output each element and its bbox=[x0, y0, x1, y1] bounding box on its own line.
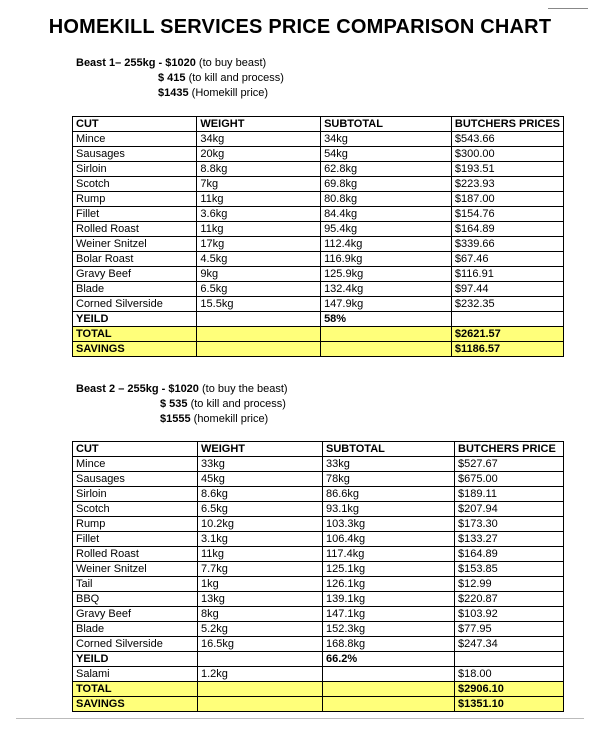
savings-row bbox=[73, 697, 564, 712]
weight-cell: 8kg bbox=[198, 607, 323, 622]
beast2-summary bbox=[76, 382, 288, 427]
table-row bbox=[73, 547, 564, 562]
subtotal-cell: 147.1kg bbox=[323, 607, 455, 622]
subtotal-cell: 168.8kg bbox=[323, 637, 455, 652]
empty-cell bbox=[197, 312, 321, 327]
table-row bbox=[73, 607, 564, 622]
price-cell: $67.46 bbox=[451, 252, 563, 267]
price-cell: $154.76 bbox=[451, 207, 563, 222]
cut-cell: Fillet bbox=[73, 207, 197, 222]
cut-cell: Mince bbox=[73, 457, 198, 472]
empty-cell bbox=[198, 697, 323, 712]
table-row bbox=[73, 622, 564, 637]
weight-cell: 8.8kg bbox=[197, 162, 321, 177]
savings-label: SAVINGS bbox=[73, 697, 198, 712]
subtotal-cell: 103.3kg bbox=[323, 517, 455, 532]
table-row bbox=[73, 577, 564, 592]
weight-cell: 33kg bbox=[198, 457, 323, 472]
table-row bbox=[73, 502, 564, 517]
subtotal-cell: 84.4kg bbox=[321, 207, 452, 222]
savings-value: $1351.10 bbox=[455, 697, 564, 712]
subtotal-cell: 34kg bbox=[321, 132, 452, 147]
subtotal-cell: 112.4kg bbox=[321, 237, 452, 252]
subtotal-cell: 95.4kg bbox=[321, 222, 452, 237]
weight-cell: 20kg bbox=[197, 147, 321, 162]
column-header-cut: CUT bbox=[73, 117, 197, 132]
yield-label: YEILD bbox=[73, 652, 198, 667]
weight-cell: 11kg bbox=[197, 192, 321, 207]
subtotal-cell: 125.9kg bbox=[321, 267, 452, 282]
table-row bbox=[73, 667, 564, 682]
column-header-subtotal: SUBTOTAL bbox=[321, 117, 452, 132]
weight-cell: 11kg bbox=[197, 222, 321, 237]
weight-cell: 45kg bbox=[198, 472, 323, 487]
subtotal-cell: 147.9kg bbox=[321, 297, 452, 312]
subtotal-cell: 33kg bbox=[323, 457, 455, 472]
cut-cell: Fillet bbox=[73, 532, 198, 547]
column-header-cut: CUT bbox=[73, 442, 198, 457]
price-cell: $189.11 bbox=[455, 487, 564, 502]
column-header-weight: WEIGHT bbox=[197, 117, 321, 132]
table-row bbox=[73, 517, 564, 532]
table-row bbox=[73, 472, 564, 487]
price-cell: $97.44 bbox=[451, 282, 563, 297]
cut-cell: Rolled Roast bbox=[73, 222, 197, 237]
price-cell: $164.89 bbox=[455, 547, 564, 562]
savings-value: $1186.57 bbox=[451, 342, 563, 357]
price-cell: $12.99 bbox=[455, 577, 564, 592]
price-cell: $675.00 bbox=[455, 472, 564, 487]
empty-cell bbox=[323, 697, 455, 712]
cut-cell: Mince bbox=[73, 132, 197, 147]
cut-cell: Weiner Snitzel bbox=[73, 237, 197, 252]
price-cell: $232.35 bbox=[451, 297, 563, 312]
beast2-homekill-note: (homekill price) bbox=[190, 413, 269, 425]
subtotal-cell: 125.1kg bbox=[323, 562, 455, 577]
price-cell: $207.94 bbox=[455, 502, 564, 517]
subtotal-cell: 132.4kg bbox=[321, 282, 452, 297]
subtotal-cell: 106.4kg bbox=[323, 532, 455, 547]
table-row bbox=[73, 297, 564, 312]
beast2-purchase: Beast 2 – 255kg - $1020 bbox=[76, 383, 199, 395]
weight-cell: 9kg bbox=[197, 267, 321, 282]
empty-cell bbox=[451, 312, 563, 327]
cut-cell: Gravy Beef bbox=[73, 607, 198, 622]
yield-label: YEILD bbox=[73, 312, 197, 327]
table-row bbox=[73, 487, 564, 502]
savings-label: SAVINGS bbox=[73, 342, 197, 357]
table-row bbox=[73, 252, 564, 267]
total-row bbox=[73, 682, 564, 697]
table-header-row bbox=[73, 442, 564, 457]
weight-cell: 4.5kg bbox=[197, 252, 321, 267]
beast1-homekill-note: (Homekill price) bbox=[188, 87, 269, 99]
cut-cell: Rolled Roast bbox=[73, 547, 198, 562]
price-cell: $543.66 bbox=[451, 132, 563, 147]
weight-cell: 8.6kg bbox=[198, 487, 323, 502]
weight-cell: 3.1kg bbox=[198, 532, 323, 547]
weight-cell: 6.5kg bbox=[198, 502, 323, 517]
beast1-purchase: Beast 1– 255kg - $1020 bbox=[76, 57, 196, 69]
column-header-weight: WEIGHT bbox=[198, 442, 323, 457]
savings-row bbox=[73, 342, 564, 357]
cut-cell: Sirloin bbox=[73, 162, 197, 177]
beast2-price-table bbox=[72, 441, 564, 712]
cut-cell: Corned Silverside bbox=[73, 637, 198, 652]
subtotal-cell: 117.4kg bbox=[323, 547, 455, 562]
weight-cell: 11kg bbox=[198, 547, 323, 562]
column-header-price: BUTCHERS PRICES bbox=[451, 117, 563, 132]
price-cell: $247.34 bbox=[455, 637, 564, 652]
total-row bbox=[73, 327, 564, 342]
cut-cell: Bolar Roast bbox=[73, 252, 197, 267]
subtotal-cell: 80.8kg bbox=[321, 192, 452, 207]
table-row bbox=[73, 207, 564, 222]
weight-cell: 6.5kg bbox=[197, 282, 321, 297]
table-row bbox=[73, 177, 564, 192]
table-row bbox=[73, 222, 564, 237]
table-row bbox=[73, 532, 564, 547]
beast1-homekill-price: $1435 bbox=[158, 87, 189, 99]
subtotal-cell: 139.1kg bbox=[323, 592, 455, 607]
cut-cell: Scotch bbox=[73, 502, 198, 517]
weight-cell: 7kg bbox=[197, 177, 321, 192]
cut-cell: Blade bbox=[73, 622, 198, 637]
weight-cell: 1kg bbox=[198, 577, 323, 592]
table-row bbox=[73, 562, 564, 577]
subtotal-cell: 54kg bbox=[321, 147, 452, 162]
weight-cell: 3.6kg bbox=[197, 207, 321, 222]
beast2-purchase-note: (to buy the beast) bbox=[198, 383, 288, 395]
beast2-homekill-price: $1555 bbox=[160, 413, 191, 425]
subtotal-cell: 78kg bbox=[323, 472, 455, 487]
cut-cell: Rump bbox=[73, 192, 197, 207]
table-row bbox=[73, 457, 564, 472]
empty-cell bbox=[323, 682, 455, 697]
price-cell: $527.67 bbox=[455, 457, 564, 472]
table-row bbox=[73, 237, 564, 252]
empty-cell bbox=[321, 342, 452, 357]
cut-cell: BBQ bbox=[73, 592, 198, 607]
empty-cell bbox=[198, 652, 323, 667]
price-cell: $223.93 bbox=[451, 177, 563, 192]
cut-cell: Blade bbox=[73, 282, 197, 297]
price-cell: $133.27 bbox=[455, 532, 564, 547]
price-cell: $339.66 bbox=[451, 237, 563, 252]
table-header-row bbox=[73, 117, 564, 132]
table-row bbox=[73, 162, 564, 177]
top-rule bbox=[548, 8, 588, 9]
price-cell: $164.89 bbox=[451, 222, 563, 237]
yield-row bbox=[73, 652, 564, 667]
weight-cell: 7.7kg bbox=[198, 562, 323, 577]
weight-cell: 34kg bbox=[197, 132, 321, 147]
beast1-purchase-note: (to buy beast) bbox=[195, 57, 267, 69]
total-label: TOTAL bbox=[73, 682, 198, 697]
cut-cell: Weiner Snitzel bbox=[73, 562, 198, 577]
beast2-kill-note: (to kill and process) bbox=[187, 398, 286, 410]
cut-cell: Scotch bbox=[73, 177, 197, 192]
table-row bbox=[73, 592, 564, 607]
beast2-kill-cost: $ 535 bbox=[160, 398, 188, 410]
table-row bbox=[73, 282, 564, 297]
empty-cell bbox=[197, 342, 321, 357]
subtotal-cell: 126.1kg bbox=[323, 577, 455, 592]
beast1-kill-note: (to kill and process) bbox=[185, 72, 284, 84]
table-row bbox=[73, 192, 564, 207]
subtotal-cell: 86.6kg bbox=[323, 487, 455, 502]
weight-cell: 13kg bbox=[198, 592, 323, 607]
cut-cell: Salami bbox=[73, 667, 198, 682]
cut-cell: Gravy Beef bbox=[73, 267, 197, 282]
cut-cell: Sausages bbox=[73, 472, 198, 487]
page-title: HOMEKILL SERVICES PRICE COMPARISON CHART bbox=[48, 16, 552, 38]
table-row bbox=[73, 132, 564, 147]
column-header-price: BUTCHERS PRICE bbox=[455, 442, 564, 457]
cut-cell: Tail bbox=[73, 577, 198, 592]
subtotal-cell: 69.8kg bbox=[321, 177, 452, 192]
yield-value: 66.2% bbox=[323, 652, 455, 667]
table-row bbox=[73, 267, 564, 282]
weight-cell: 15.5kg bbox=[197, 297, 321, 312]
price-cell: $173.30 bbox=[455, 517, 564, 532]
price-cell: $193.51 bbox=[451, 162, 563, 177]
weight-cell: 10.2kg bbox=[198, 517, 323, 532]
weight-cell: 16.5kg bbox=[198, 637, 323, 652]
yield-row bbox=[73, 312, 564, 327]
subtotal-cell: 116.9kg bbox=[321, 252, 452, 267]
total-value: $2621.57 bbox=[451, 327, 563, 342]
price-cell: $116.91 bbox=[451, 267, 563, 282]
price-cell: $153.85 bbox=[455, 562, 564, 577]
weight-cell: 1.2kg bbox=[198, 667, 323, 682]
empty-cell bbox=[198, 682, 323, 697]
price-cell: $77.95 bbox=[455, 622, 564, 637]
column-header-subtotal: SUBTOTAL bbox=[323, 442, 455, 457]
total-label: TOTAL bbox=[73, 327, 197, 342]
beast1-price-table bbox=[72, 116, 564, 357]
bottom-rule bbox=[16, 718, 584, 719]
price-cell: $18.00 bbox=[455, 667, 564, 682]
total-value: $2906.10 bbox=[455, 682, 564, 697]
subtotal-cell bbox=[323, 667, 455, 682]
price-cell: $300.00 bbox=[451, 147, 563, 162]
table-row bbox=[73, 147, 564, 162]
empty-cell bbox=[197, 327, 321, 342]
empty-cell bbox=[455, 652, 564, 667]
beast1-kill-cost: $ 415 bbox=[158, 72, 186, 84]
cut-cell: Rump bbox=[73, 517, 198, 532]
price-cell: $187.00 bbox=[451, 192, 563, 207]
table-row bbox=[73, 637, 564, 652]
cut-cell: Sausages bbox=[73, 147, 197, 162]
subtotal-cell: 152.3kg bbox=[323, 622, 455, 637]
price-cell: $103.92 bbox=[455, 607, 564, 622]
weight-cell: 5.2kg bbox=[198, 622, 323, 637]
price-cell: $220.87 bbox=[455, 592, 564, 607]
empty-cell bbox=[321, 327, 452, 342]
beast1-summary bbox=[76, 56, 284, 101]
subtotal-cell: 93.1kg bbox=[323, 502, 455, 517]
weight-cell: 17kg bbox=[197, 237, 321, 252]
yield-value: 58% bbox=[321, 312, 452, 327]
cut-cell: Corned Silverside bbox=[73, 297, 197, 312]
subtotal-cell: 62.8kg bbox=[321, 162, 452, 177]
cut-cell: Sirloin bbox=[73, 487, 198, 502]
